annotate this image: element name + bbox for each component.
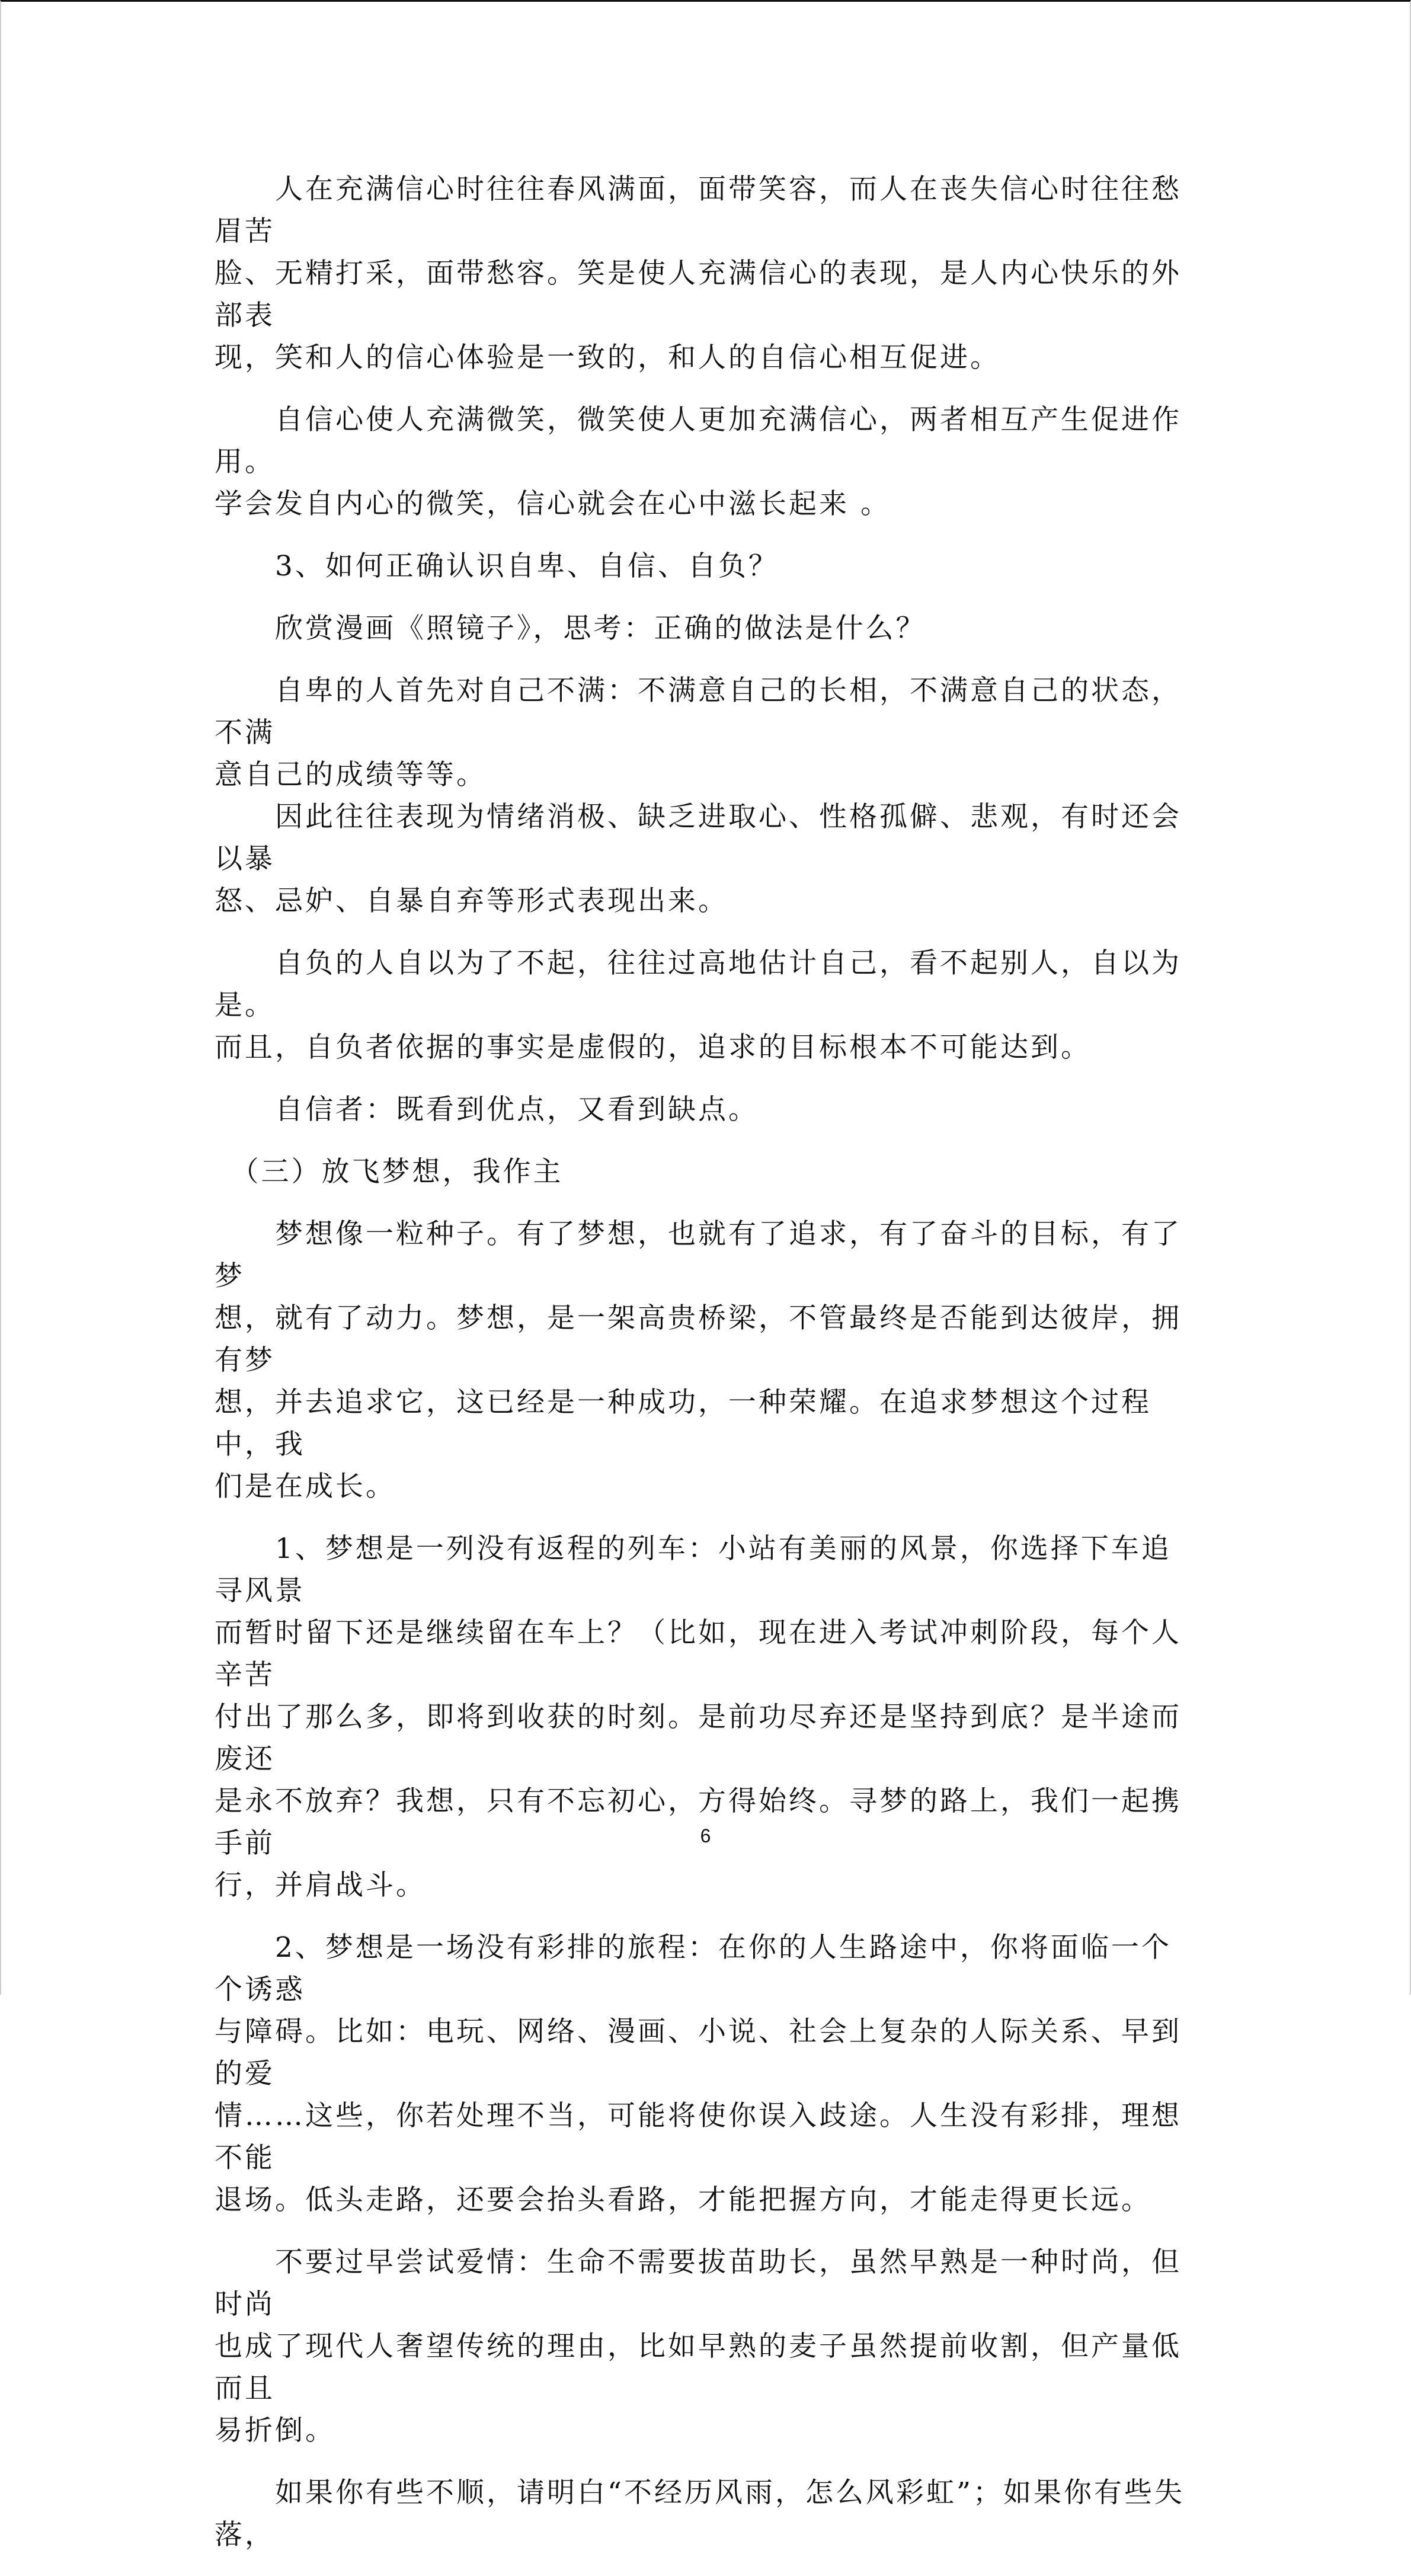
document-body [215,168,1186,2576]
paragraph-dream-journey: 2、梦想是一场没有彩排的旅程：在你的人生路途中，你将面临一个个诱惑 与障碍。比如：电玩、网络、漫画、小说、社会上复杂的人际关系、早到的爱 情……这些，你若处理不当，可能将使你误入歧途。人生没有彩排，理想不能 退场。低头走路，还要会抬头看路，才能把握方向，才能走得更长远。 [215,1931,1182,2216]
section-heading-3: 3、如何正确认识自卑、自信、自负？ [215,550,779,583]
paragraph-arrogance: 自负的人自以为了不起，往往过高地估计自己，看不起别人，自以为是。 而且，自负者依据的事实是虚假的，追求的目标根本不可能达到。 [215,947,1182,1064]
paragraph-early-love: 不要过早尝试爱情：生命不需要拔苗助长，虽然早熟是一种时尚，但时尚 也成了现代人奢望传统的理由，比如早熟的麦子虽然提前收割，但产量低而且 易折倒。 [215,2246,1182,2447]
page-number: 6 [700,1825,711,1847]
section-heading-part-three: （三）放飞梦想，我作主 [215,1156,564,1188]
paragraph-dream-seed: 梦想像一粒种子。有了梦想，也就有了追求，有了奋斗的目标，有了梦 想，就有了动力。梦想，是一架高贵桥梁，不管最终是否能到达彼岸，拥有梦 想，并去追求它，这已经是一种成功，一种荣耀。在追求梦想这个过程中，我 们是在成长。 [215,1218,1182,1503]
paragraph-comic-prompt: 欣赏漫画《照镜子》，思考：正确的做法是什么？ [215,612,926,645]
paragraph-setbacks: 如果你有些不顺，请明白“不经历风雨，怎么风彩虹”；如果你有些失落， [215,2476,1185,2551]
paragraph-confidence-smile: 人在充满信心时往往春风满面，面带笑容，而人在丧失信心时往往愁眉苦 脸、无精打采，面带愁容。笑是使人充满信心的表现，是人内心快乐的外部表 现，笑和人的信心体验是一致的，和人的自信心相互促进。 [215,173,1182,374]
paragraph-inferiority: 自卑的人首先对自己不满：不满意自己的长相，不满意自己的状态，不满 意自己的成绩等等。 [215,674,1182,791]
paragraph-inferiority-effects: 因此往往表现为情绪消极、缺乏进取心、性格孤僻、悲观，有时还会以暴 怒、忌妒、自暴自弃等形式表现出来。 [215,801,1182,917]
paragraph-confident-person: 自信者：既看到优点，又看到缺点。 [215,1093,759,1126]
paragraph-smile-promotes-confidence: 自信心使人充满微笑，微笑使人更加充满信心，两者相互产生促进作用。 学会发自内心的微笑，信心就会在心中滋长起来 。 [215,404,1182,520]
paragraph-dream-train: 1、梦想是一列没有返程的列车：小站有美丽的风景，你选择下车追寻风景 而暂时留下还是继续留在车上？（比如，现在进入考试冲刺阶段，每个人辛苦 付出了那么多，即将到收获的时刻。是前功尽弃还是坚持到底？是半途而废还 是永不放弃？我想，只有不忘初心，方得始终。寻梦的路上，我们一起携手前 行，并肩战斗。 [215,1532,1182,1902]
